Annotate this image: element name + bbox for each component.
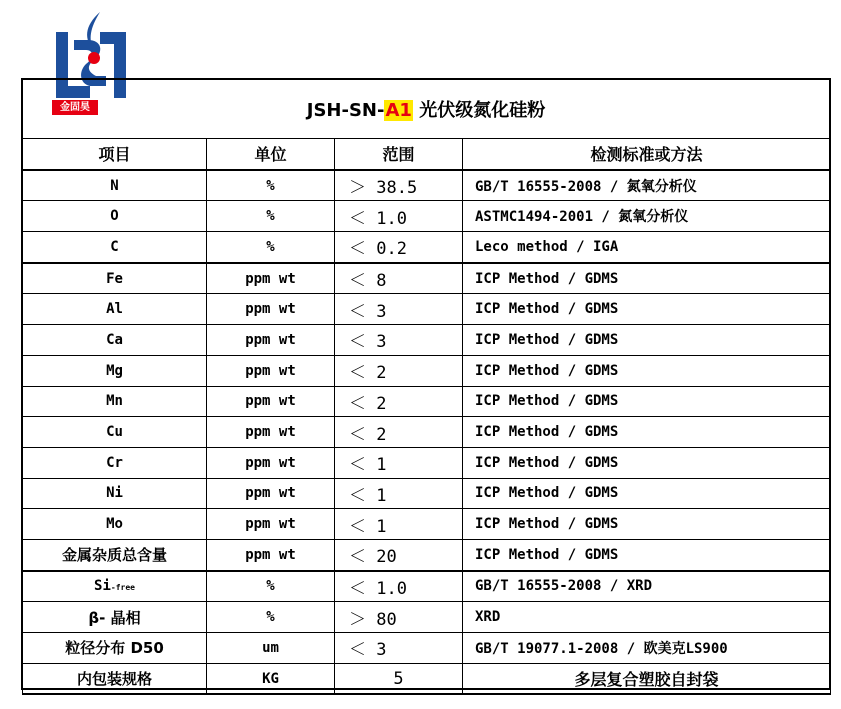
cell-method: ICP Method / GDMS — [463, 325, 831, 356]
header-range: 范围 — [335, 139, 463, 170]
table-row — [23, 232, 831, 263]
cell-range: ＜ 2 — [335, 386, 463, 417]
header-unit: 单位 — [207, 139, 335, 170]
cell-unit: KG — [207, 663, 335, 694]
cell-unit: ppm wt — [207, 539, 335, 570]
cell-item: Al — [23, 294, 207, 325]
cell-method: ICP Method / GDMS — [463, 417, 831, 448]
cell-unit: ppm wt — [207, 386, 335, 417]
cell-method: ICP Method / GDMS — [463, 355, 831, 386]
cell-unit: % — [207, 170, 335, 201]
cell-unit: ppm wt — [207, 294, 335, 325]
cell-item: β- 晶相 — [23, 602, 207, 633]
cell-method: GB/T 19077.1-2008 / 欧美克LS900 — [463, 633, 831, 664]
cell-range: 5 — [335, 663, 463, 694]
table-row — [23, 602, 831, 633]
header-item: 项目 — [23, 139, 207, 170]
title-suffix: 光伏级氮化硅粉 — [412, 100, 546, 121]
cell-item: Mg — [23, 355, 207, 386]
cell-method: ICP Method / GDMS — [463, 478, 831, 509]
cell-item: 内包装规格 — [23, 663, 207, 694]
cell-item: O — [23, 201, 207, 232]
cell-range: ＜ 1 — [335, 509, 463, 540]
cell-range: ＜ 20 — [335, 539, 463, 570]
cell-method: 多层复合塑胶自封袋 — [463, 663, 831, 694]
cell-range: ＜ 3 — [335, 294, 463, 325]
cell-item: 金属杂质总含量 — [23, 539, 207, 570]
cell-item-subscript: -free — [110, 583, 135, 593]
cell-method: GB/T 16555-2008 / XRD — [463, 571, 831, 602]
cell-method: GB/T 16555-2008 / 氮氧分析仪 — [463, 170, 831, 201]
cell-item: Mo — [23, 509, 207, 540]
table-row — [23, 170, 831, 201]
cell-item: C — [23, 232, 207, 263]
table-row — [23, 447, 831, 478]
cell-range: ＜ 1.0 — [335, 571, 463, 602]
cell-unit: ppm wt — [207, 509, 335, 540]
logo-text: 金固昊 — [52, 100, 98, 115]
table-row — [23, 509, 831, 540]
title-prefix: JSH-SN- — [306, 100, 385, 121]
cell-unit: % — [207, 201, 335, 232]
cell-unit: ppm wt — [207, 263, 335, 294]
cell-method: ASTMC1494-2001 / 氮氧分析仪 — [463, 201, 831, 232]
cell-method: ICP Method / GDMS — [463, 509, 831, 540]
cell-item: Cu — [23, 417, 207, 448]
document-title — [21, 94, 831, 128]
cell-method: Leco method / IGA — [463, 232, 831, 263]
cell-item: Mn — [23, 386, 207, 417]
cell-method: ICP Method / GDMS — [463, 263, 831, 294]
spec-table — [22, 138, 831, 695]
table-row — [23, 571, 831, 602]
cell-item: Cr — [23, 447, 207, 478]
cell-item: Ca — [23, 325, 207, 356]
cell-unit: ppm wt — [207, 478, 335, 509]
cell-method: ICP Method / GDMS — [463, 294, 831, 325]
table-row — [23, 633, 831, 664]
cell-unit: % — [207, 602, 335, 633]
table-row — [23, 263, 831, 294]
cell-item: 粒径分布 D50 — [23, 633, 207, 664]
cell-unit: ppm wt — [207, 325, 335, 356]
cell-range: ＜ 1.0 — [335, 201, 463, 232]
cell-method: ICP Method / GDMS — [463, 539, 831, 570]
cell-item: N — [23, 170, 207, 201]
cell-range: ＜ 1 — [335, 447, 463, 478]
cell-item: Fe — [23, 263, 207, 294]
cell-unit: % — [207, 232, 335, 263]
table-row — [23, 478, 831, 509]
cell-unit: ppm wt — [207, 447, 335, 478]
cell-item — [23, 571, 207, 602]
cell-unit: um — [207, 633, 335, 664]
table-row — [23, 663, 831, 694]
cell-range: ＜ 0.2 — [335, 232, 463, 263]
table-row — [23, 355, 831, 386]
table-row — [23, 417, 831, 448]
cell-unit: ppm wt — [207, 355, 335, 386]
table-row — [23, 386, 831, 417]
cell-range: ＜ 1 — [335, 478, 463, 509]
cell-range: ＞ 38.5 — [335, 170, 463, 201]
cell-range: ＜ 8 — [335, 263, 463, 294]
cell-method: XRD — [463, 602, 831, 633]
cell-range: ＞ 80 — [335, 602, 463, 633]
header-method: 检测标准或方法 — [463, 139, 831, 170]
cell-range: ＜ 3 — [335, 633, 463, 664]
cell-method: ICP Method / GDMS — [463, 447, 831, 478]
table-row — [23, 325, 831, 356]
cell-item: Ni — [23, 478, 207, 509]
table-header-row — [23, 139, 831, 170]
table-row — [23, 539, 831, 570]
cell-unit: ppm wt — [207, 417, 335, 448]
cell-range: ＜ 2 — [335, 417, 463, 448]
cell-range: ＜ 3 — [335, 325, 463, 356]
cell-item-main: Si — [94, 578, 111, 595]
title-highlight: A1 — [385, 100, 412, 121]
table-row — [23, 201, 831, 232]
cell-method: ICP Method / GDMS — [463, 386, 831, 417]
cell-range: ＜ 2 — [335, 355, 463, 386]
cell-unit: % — [207, 571, 335, 602]
table-row — [23, 294, 831, 325]
